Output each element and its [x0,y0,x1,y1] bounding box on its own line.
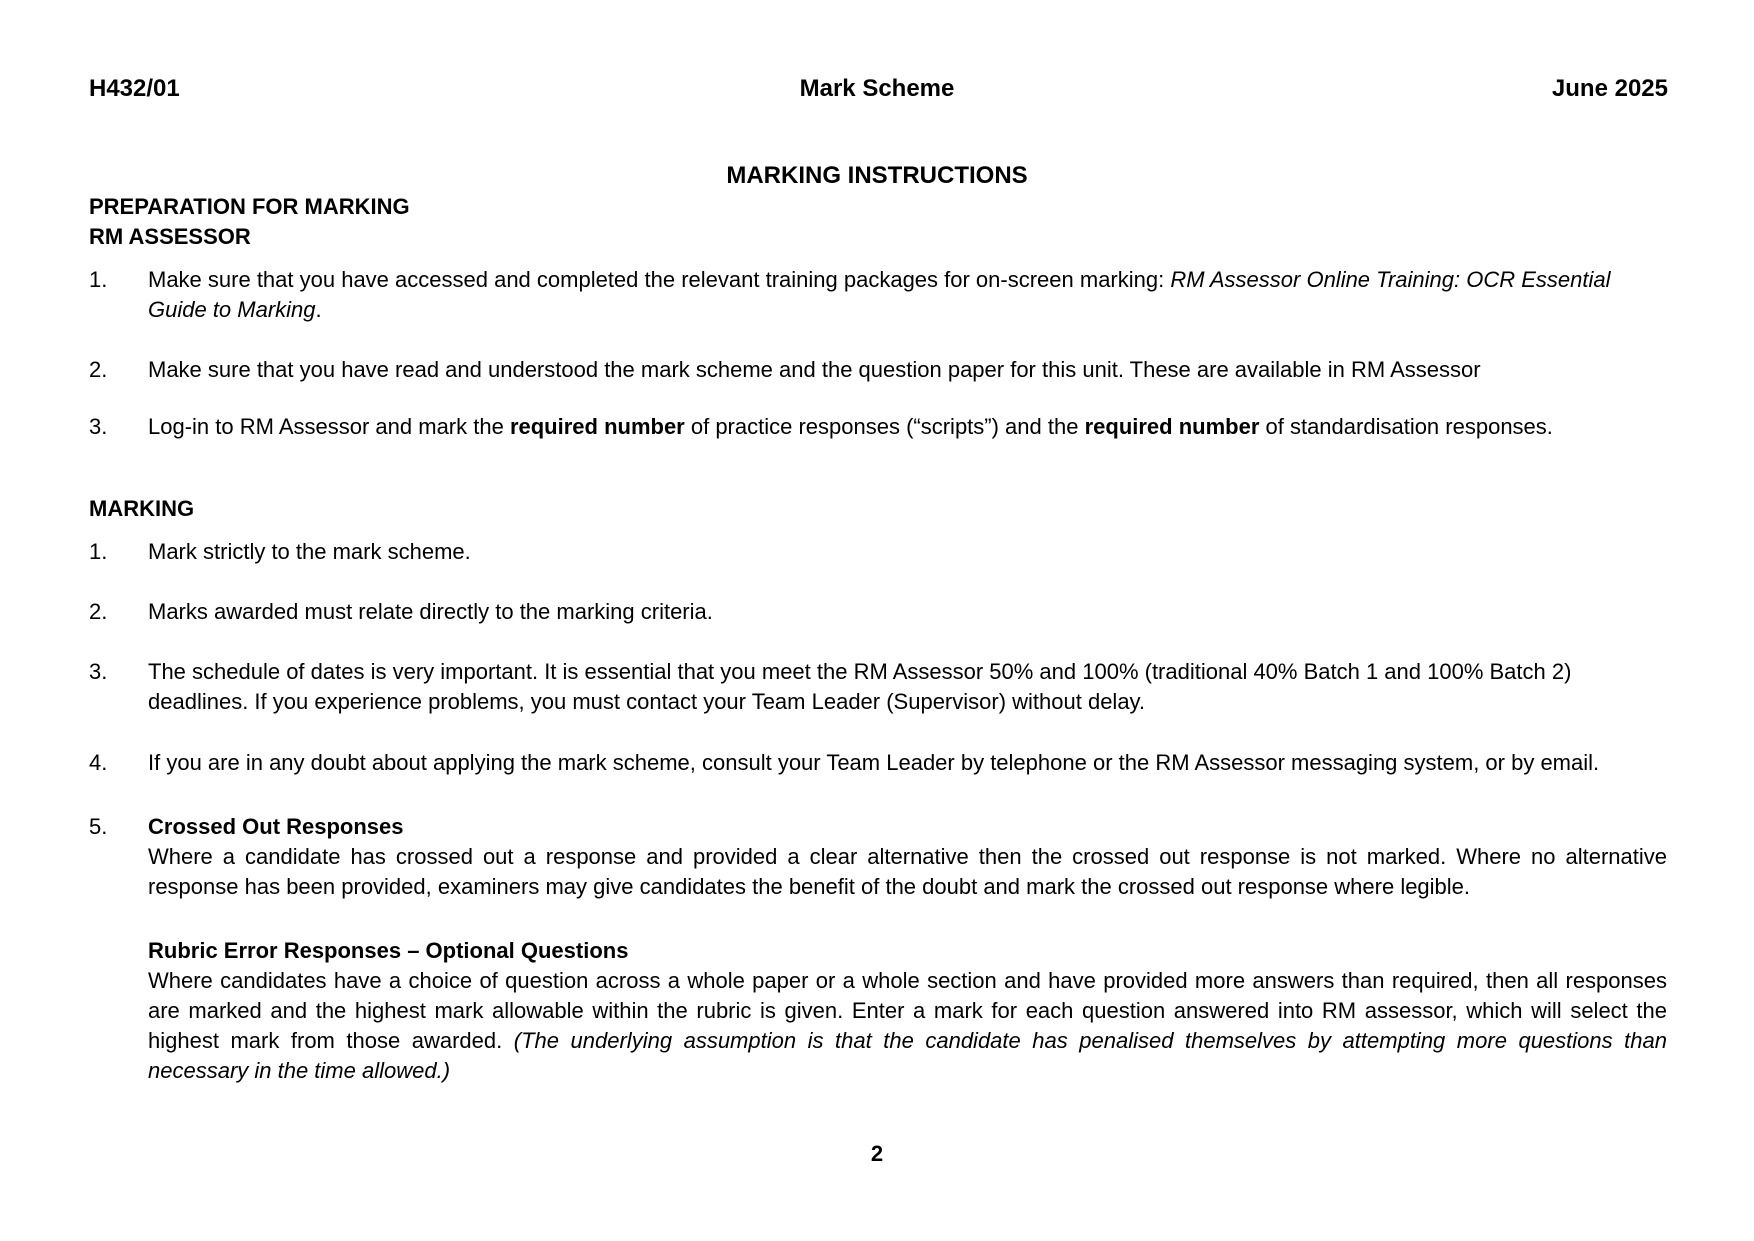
item-number: 2. [89,599,108,624]
item-number: 4. [89,750,108,775]
page-title: MARKING INSTRUCTIONS [726,162,1028,189]
training-title: RM Assessor Online Training: OCR Essential Guide to Marking [148,267,1611,322]
header-date: June 2025 [1551,75,1668,102]
item-number: 1. [89,267,108,292]
item-text-part: . [315,297,322,322]
marking-item-4 [89,748,1667,778]
marking-heading: MARKING [89,496,195,521]
emphasis-text: required number [509,414,685,439]
item-text-part: of practice responses (“scripts”) and the [684,414,1085,439]
item-text [148,412,1667,442]
rm-assessor-subheading: RM ASSESSOR [89,224,251,249]
item-text-part: Make sure that you have accessed and completed the relevant training packages for on-screen marking: [148,267,1171,292]
item-text: Mark strictly to the mark scheme. [148,539,471,564]
preparation-heading: PREPARATION FOR MARKING [89,194,410,219]
crossed-out-text: Where a candidate has crossed out a response and provided a clear alternative then the crossed out response is not marked. Where no alternative response has been provided, examiners may give candidates the benefit of the doubt and mark the crossed out response where legible. [148,844,1667,899]
header-title: Mark Scheme [799,75,955,102]
item-number: 3. [89,414,108,439]
item-text: If you are in any doubt about applying the mark scheme, consult your Team Leader by telephone or the RM Assessor messaging system, or by email. [148,750,1600,775]
rubric-error-title: Rubric Error Responses – Optional Questions [148,938,629,963]
preparation-item-2 [89,355,1667,385]
item-text-part: of standardisation responses. [1259,414,1553,439]
header-code: H432/01 [89,75,180,102]
item-text: The schedule of dates is very important. It is essential that you meet the RM Assessor 50% and 100% (traditional 40% Batch 1 and 100% Batch 2) deadlines. If you experience problems, you must contact your Team Leader (Supervisor) without delay. [148,659,1572,714]
item-number: 1. [89,539,108,564]
preparation-item-3 [89,412,1667,442]
emphasis-text: required number [1084,414,1260,439]
rubric-error-text [148,966,1667,1086]
item-number: 3. [89,659,108,684]
marking-item-3 [89,657,1667,717]
item-number: 2. [89,357,108,382]
item-body [148,812,1667,1086]
page-number: 2 [870,1141,884,1166]
crossed-out-title: Crossed Out Responses [148,814,404,839]
item-text [148,265,1667,325]
rubric-error-assumption: (The underlying assumption is that the candidate has penalised themselves by attempting more questions than necessary in the time allowed.) [148,1028,1667,1083]
preparation-item-1 [89,265,1667,325]
spacer [148,902,1667,936]
marking-item-2 [89,597,1667,627]
item-number: 5. [89,814,108,839]
item-text: Make sure that you have read and understood the mark scheme and the question paper for this unit. These are available in RM Assessor [148,357,1481,382]
rubric-error-text-part: Where candidates have a choice of question across a whole paper or a whole section and have provided more answers than required, then all responses are marked and the highest mark allowable within the rubric is given. Enter a mark for each question answered into RM assessor, which will select the highest mark from those awarded. [148,968,1667,1053]
marking-item-5 [89,812,1667,1086]
marking-item-1 [89,537,1667,567]
item-text-part: Log-in to RM Assessor and mark the [148,414,510,439]
item-text: Marks awarded must relate directly to the marking criteria. [148,599,713,624]
